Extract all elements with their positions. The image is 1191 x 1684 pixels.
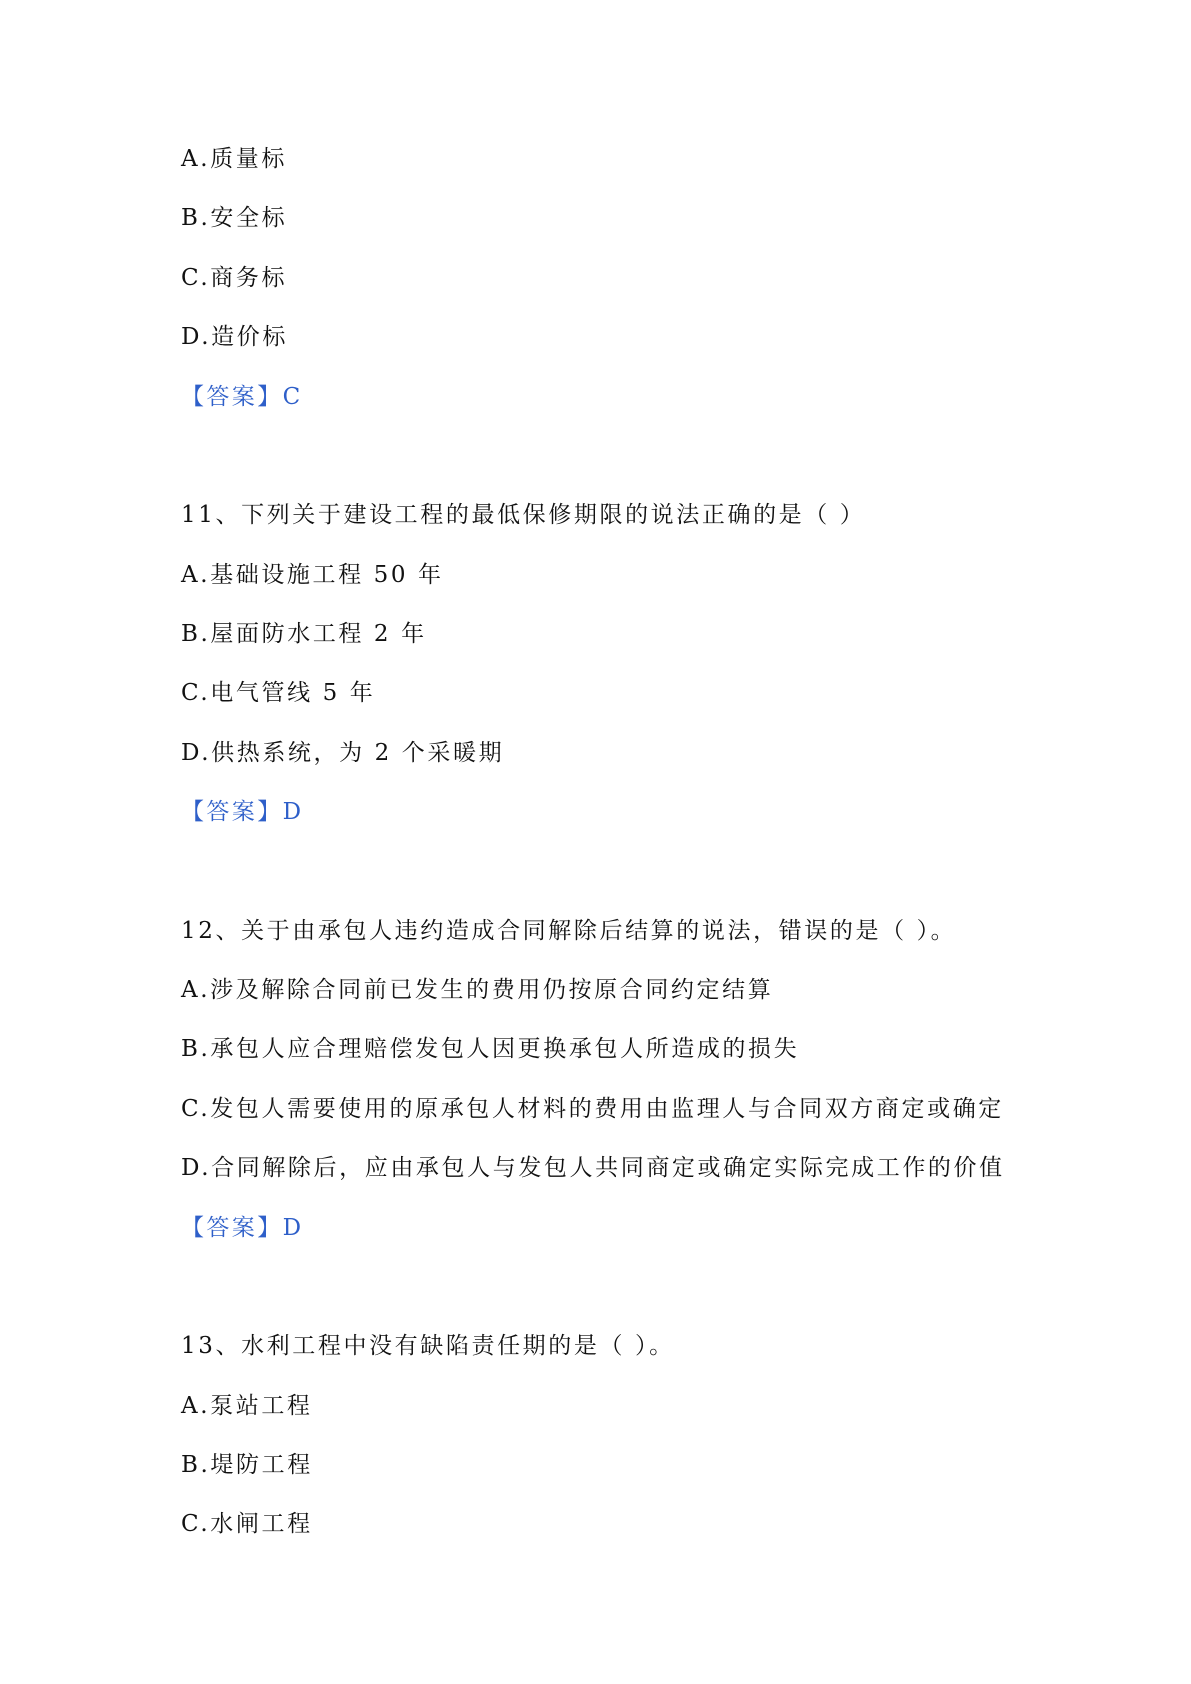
option-c: C.发包人需要使用的原承包人材料的费用由监理人与合同双方商定或确定 xyxy=(181,1096,1004,1122)
answer-line: 【答案】D xyxy=(181,1215,304,1241)
option-a: A.涉及解除合同前已发生的费用仍按原合同约定结算 xyxy=(181,977,774,1003)
option-a: A.泵站工程 xyxy=(181,1393,313,1419)
option-d: D.合同解除后，应由承包人与发包人共同商定或确定实际完成工作的价值 xyxy=(181,1155,1005,1181)
option-a: A.质量标 xyxy=(181,146,287,172)
question-12: 12、关于由承包人违约造成合同解除后结算的说法，错误的是（ ）。 xyxy=(181,918,957,944)
option-c: C.水闸工程 xyxy=(181,1511,313,1537)
option-a: A.基础设施工程 50 年 xyxy=(181,562,444,588)
option-b: B.承包人应合理赔偿发包人因更换承包人所造成的损失 xyxy=(181,1036,800,1062)
answer-line: 【答案】C xyxy=(181,384,303,410)
question-11: 11、下列关于建设工程的最低保修期限的说法正确的是（ ） xyxy=(181,502,866,528)
option-b: B.安全标 xyxy=(181,205,288,231)
option-c: C.电气管线 5 年 xyxy=(181,680,376,706)
option-c: C.商务标 xyxy=(181,265,288,291)
option-b: B.屋面防水工程 2 年 xyxy=(181,621,427,647)
answer-line: 【答案】D xyxy=(181,799,304,825)
question-13: 13、水利工程中没有缺陷责任期的是（ ）。 xyxy=(181,1333,675,1359)
option-d: D.供热系统，为 2 个采暖期 xyxy=(181,740,505,766)
option-b: B.堤防工程 xyxy=(181,1452,313,1478)
option-d: D.造价标 xyxy=(181,324,288,350)
